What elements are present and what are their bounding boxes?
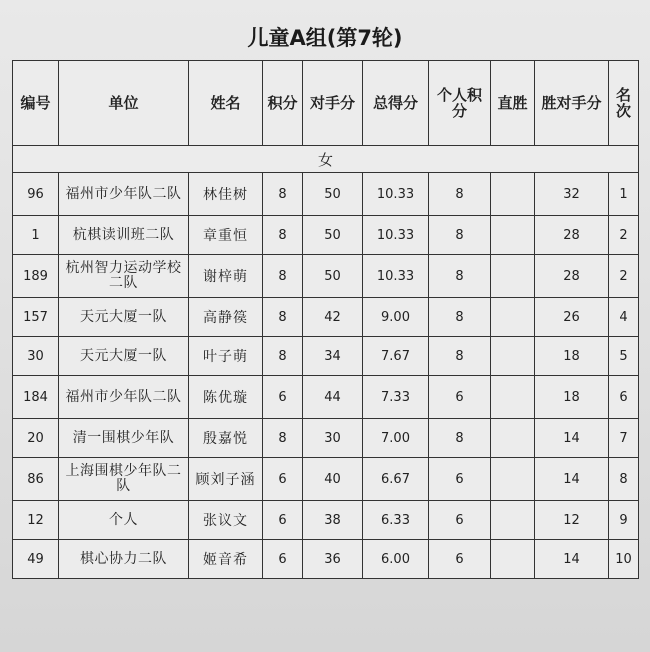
cell-name: 姬音希 bbox=[189, 540, 263, 579]
cell-points: 6 bbox=[263, 376, 303, 419]
cell-rank: 6 bbox=[609, 376, 639, 419]
header-id: 编号 bbox=[13, 61, 59, 146]
cell-name: 陈优璇 bbox=[189, 376, 263, 419]
header-rank: 名次 bbox=[609, 61, 639, 146]
cell-rank: 9 bbox=[609, 501, 639, 540]
cell-name: 顾刘子涵 bbox=[189, 458, 263, 501]
cell-rank: 5 bbox=[609, 337, 639, 376]
cell-direct bbox=[491, 216, 535, 255]
cell-win-opp: 14 bbox=[535, 419, 609, 458]
cell-name: 张议文 bbox=[189, 501, 263, 540]
cell-name: 谢梓萌 bbox=[189, 255, 263, 298]
cell-total: 6.33 bbox=[363, 501, 429, 540]
cell-team: 杭州智力运动学校二队 bbox=[59, 255, 189, 298]
cell-id: 96 bbox=[13, 173, 59, 216]
cell-total: 10.33 bbox=[363, 255, 429, 298]
cell-total: 7.33 bbox=[363, 376, 429, 419]
cell-total: 7.67 bbox=[363, 337, 429, 376]
cell-rank: 2 bbox=[609, 216, 639, 255]
cell-name: 章重恒 bbox=[189, 216, 263, 255]
cell-name: 殷嘉悦 bbox=[189, 419, 263, 458]
header-team: 单位 bbox=[59, 61, 189, 146]
cell-team: 福州市少年队二队 bbox=[59, 173, 189, 216]
cell-id: 30 bbox=[13, 337, 59, 376]
cell-total: 9.00 bbox=[363, 298, 429, 337]
cell-personal: 8 bbox=[429, 173, 491, 216]
cell-opp-points: 44 bbox=[303, 376, 363, 419]
cell-team: 天元大厦一队 bbox=[59, 337, 189, 376]
cell-points: 8 bbox=[263, 337, 303, 376]
cell-total: 6.67 bbox=[363, 458, 429, 501]
table-row bbox=[13, 337, 639, 376]
cell-name: 高静篌 bbox=[189, 298, 263, 337]
cell-direct bbox=[491, 298, 535, 337]
cell-points: 8 bbox=[263, 298, 303, 337]
cell-personal: 8 bbox=[429, 337, 491, 376]
cell-personal: 8 bbox=[429, 216, 491, 255]
cell-personal: 8 bbox=[429, 419, 491, 458]
cell-win-opp: 18 bbox=[535, 376, 609, 419]
cell-opp-points: 34 bbox=[303, 337, 363, 376]
cell-id: 1 bbox=[13, 216, 59, 255]
cell-rank: 8 bbox=[609, 458, 639, 501]
cell-rank: 7 bbox=[609, 419, 639, 458]
cell-team: 上海围棋少年队二队 bbox=[59, 458, 189, 501]
table-row bbox=[13, 419, 639, 458]
header-direct: 直胜 bbox=[491, 61, 535, 146]
cell-win-opp: 18 bbox=[535, 337, 609, 376]
cell-opp-points: 50 bbox=[303, 173, 363, 216]
header-points: 积分 bbox=[263, 61, 303, 146]
standings-table bbox=[12, 60, 639, 579]
cell-direct bbox=[491, 376, 535, 419]
cell-id: 20 bbox=[13, 419, 59, 458]
table-row bbox=[13, 376, 639, 419]
cell-direct bbox=[491, 501, 535, 540]
cell-points: 6 bbox=[263, 458, 303, 501]
table-row bbox=[13, 501, 639, 540]
table-row bbox=[13, 540, 639, 579]
header-win-opp: 胜对手分 bbox=[535, 61, 609, 146]
cell-team: 清一围棋少年队 bbox=[59, 419, 189, 458]
cell-points: 8 bbox=[263, 173, 303, 216]
cell-opp-points: 40 bbox=[303, 458, 363, 501]
cell-team: 棋心协力二队 bbox=[59, 540, 189, 579]
cell-id: 157 bbox=[13, 298, 59, 337]
cell-opp-points: 50 bbox=[303, 216, 363, 255]
cell-win-opp: 32 bbox=[535, 173, 609, 216]
cell-points: 6 bbox=[263, 501, 303, 540]
header-opp-points: 对手分 bbox=[303, 61, 363, 146]
cell-opp-points: 38 bbox=[303, 501, 363, 540]
cell-direct bbox=[491, 458, 535, 501]
cell-name: 叶子萌 bbox=[189, 337, 263, 376]
cell-opp-points: 30 bbox=[303, 419, 363, 458]
cell-total: 6.00 bbox=[363, 540, 429, 579]
cell-win-opp: 28 bbox=[535, 216, 609, 255]
table-row bbox=[13, 173, 639, 216]
table-row bbox=[13, 298, 639, 337]
cell-total: 10.33 bbox=[363, 216, 429, 255]
gender-label: 女 bbox=[13, 146, 639, 173]
cell-personal: 8 bbox=[429, 255, 491, 298]
cell-personal: 6 bbox=[429, 376, 491, 419]
cell-rank: 1 bbox=[609, 173, 639, 216]
cell-personal: 6 bbox=[429, 458, 491, 501]
cell-id: 189 bbox=[13, 255, 59, 298]
cell-points: 6 bbox=[263, 540, 303, 579]
cell-rank: 2 bbox=[609, 255, 639, 298]
cell-direct bbox=[491, 337, 535, 376]
cell-win-opp: 12 bbox=[535, 501, 609, 540]
cell-opp-points: 50 bbox=[303, 255, 363, 298]
cell-total: 7.00 bbox=[363, 419, 429, 458]
cell-team: 个人 bbox=[59, 501, 189, 540]
cell-id: 86 bbox=[13, 458, 59, 501]
gender-row bbox=[13, 146, 639, 173]
header-total: 总得分 bbox=[363, 61, 429, 146]
cell-direct bbox=[491, 419, 535, 458]
cell-opp-points: 36 bbox=[303, 540, 363, 579]
header-name: 姓名 bbox=[189, 61, 263, 146]
cell-win-opp: 14 bbox=[535, 540, 609, 579]
cell-total: 10.33 bbox=[363, 173, 429, 216]
cell-rank: 10 bbox=[609, 540, 639, 579]
header-row bbox=[13, 61, 639, 146]
page-title: 儿童A组(第7轮) bbox=[247, 26, 403, 50]
cell-win-opp: 14 bbox=[535, 458, 609, 501]
cell-team: 天元大厦一队 bbox=[59, 298, 189, 337]
cell-points: 8 bbox=[263, 419, 303, 458]
table-row bbox=[13, 255, 639, 298]
cell-win-opp: 26 bbox=[535, 298, 609, 337]
header-personal: 个人积分 bbox=[429, 61, 491, 146]
cell-personal: 8 bbox=[429, 298, 491, 337]
cell-direct bbox=[491, 540, 535, 579]
cell-rank: 4 bbox=[609, 298, 639, 337]
cell-id: 49 bbox=[13, 540, 59, 579]
table-row bbox=[13, 216, 639, 255]
cell-personal: 6 bbox=[429, 501, 491, 540]
cell-points: 8 bbox=[263, 255, 303, 298]
cell-direct bbox=[491, 255, 535, 298]
cell-personal: 6 bbox=[429, 540, 491, 579]
cell-name: 林佳树 bbox=[189, 173, 263, 216]
cell-team: 杭棋读训班二队 bbox=[59, 216, 189, 255]
cell-direct bbox=[491, 173, 535, 216]
cell-points: 8 bbox=[263, 216, 303, 255]
cell-id: 12 bbox=[13, 501, 59, 540]
cell-win-opp: 28 bbox=[535, 255, 609, 298]
cell-opp-points: 42 bbox=[303, 298, 363, 337]
cell-id: 184 bbox=[13, 376, 59, 419]
cell-team: 福州市少年队二队 bbox=[59, 376, 189, 419]
table-row bbox=[13, 458, 639, 501]
